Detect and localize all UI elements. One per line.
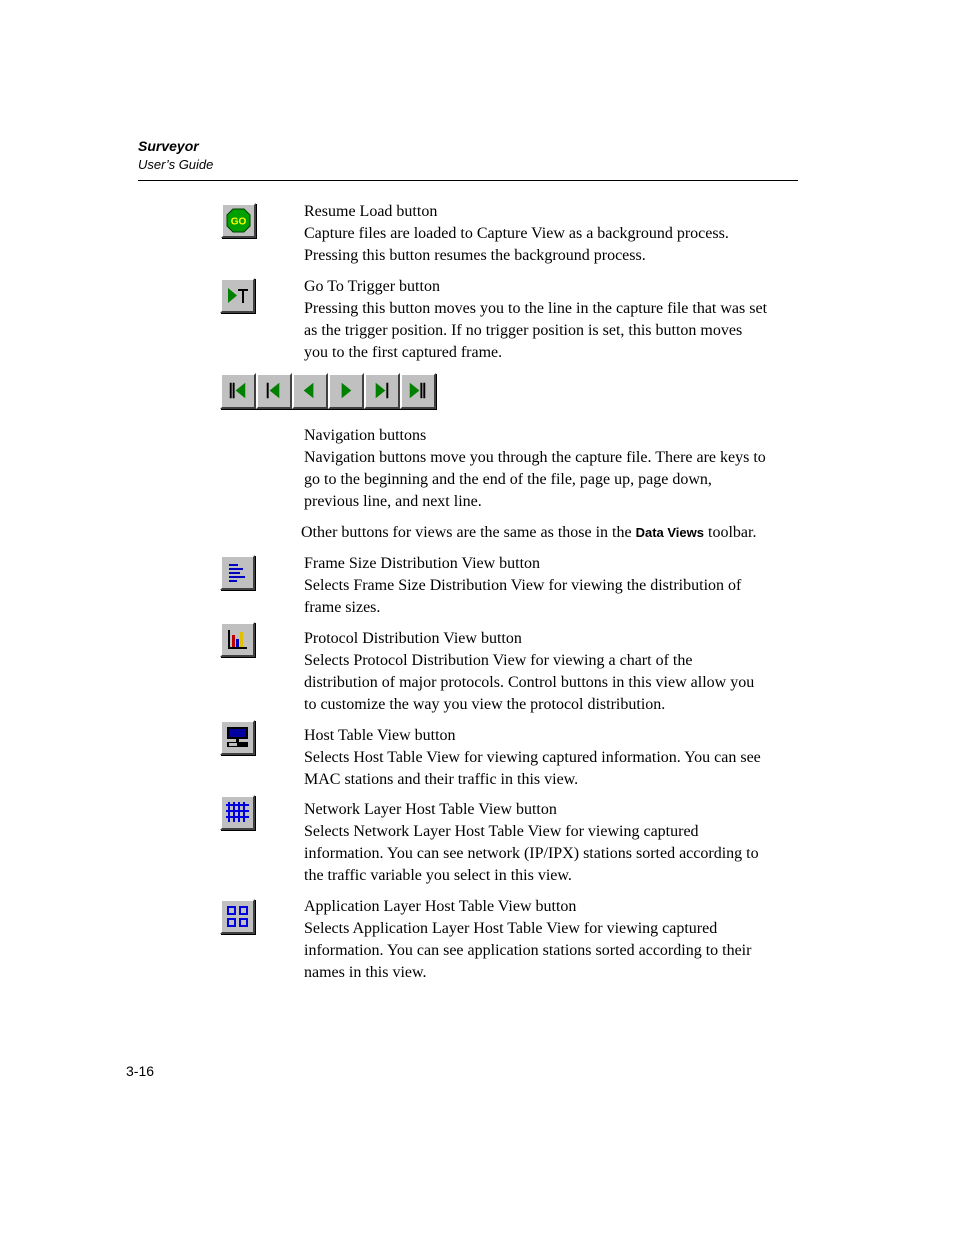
entry-title: Application Layer Host Table View button [304, 898, 577, 915]
note-text: Other buttons for views are the same as those in the [301, 524, 636, 541]
entry-navigation-buttons [304, 425, 798, 513]
previous-line-icon [294, 375, 325, 406]
header-rule [138, 180, 798, 181]
go-icon [223, 205, 254, 236]
entry-go-to-trigger [304, 276, 798, 364]
entry-title: Resume Load button [304, 203, 438, 220]
toolbar-name: Data Views [635, 525, 704, 540]
host-table-icon [222, 722, 253, 753]
go-to-beginning-icon [222, 375, 253, 406]
entry-line: Navigation buttons move you through the capture file. There are keys to [304, 449, 766, 466]
previous-line-button[interactable] [292, 373, 328, 409]
entry-network-layer-host-table [304, 799, 798, 887]
entry-line: the traffic variable you select in this view. [304, 867, 572, 884]
resume-load-button[interactable] [221, 203, 256, 238]
frame-size-distribution-icon [222, 557, 253, 588]
entry-line: to customize the way you view the protocol distribution. [304, 696, 666, 713]
network-layer-host-table-button[interactable] [220, 795, 255, 830]
entry-frame-size-distribution [304, 553, 798, 619]
application-layer-host-table-icon [222, 901, 253, 932]
network-layer-host-table-icon [222, 797, 253, 828]
entry-line: frame sizes. [304, 599, 381, 616]
go-to-beginning-button[interactable] [220, 373, 256, 409]
entry-line: Selects Protocol Distribution View for viewing a chart of the [304, 652, 693, 669]
protocol-distribution-button[interactable] [220, 622, 255, 657]
go-to-end-button[interactable] [400, 373, 436, 409]
entry-line: information. You can see application stations sorted according to their [304, 942, 752, 959]
navigation-buttons-strip [220, 373, 437, 410]
entry-line: go to the beginning and the end of the file, page up, page down, [304, 471, 712, 488]
entry-line: Selects Host Table View for viewing captured information. You can see [304, 749, 761, 766]
entry-protocol-distribution [304, 628, 798, 716]
entry-title: Frame Size Distribution View button [304, 555, 541, 572]
application-layer-host-table-button[interactable] [220, 899, 255, 934]
frame-size-distribution-button[interactable] [220, 555, 255, 590]
running-header-title: Surveyor [138, 138, 199, 154]
page-number: 3-16 [126, 1063, 155, 1079]
note-text: toolbar. [704, 524, 757, 541]
entry-line: names in this view. [304, 964, 427, 981]
page-up-button[interactable] [256, 373, 292, 409]
data-views-note [301, 522, 801, 544]
go-to-end-icon [402, 375, 433, 406]
entry-line: Selects Application Layer Host Table View for viewing captured [304, 920, 718, 937]
running-header-subtitle: User’s Guide [138, 157, 214, 172]
next-line-button[interactable] [328, 373, 364, 409]
host-table-button[interactable] [220, 720, 255, 755]
next-line-icon [330, 375, 361, 406]
entry-line: as the trigger position. If no trigger position is set, this button moves [304, 322, 743, 339]
entry-host-table [304, 725, 798, 791]
protocol-distribution-icon [222, 624, 253, 655]
entry-line: previous line, and next line. [304, 493, 482, 510]
entry-title: Protocol Distribution View button [304, 630, 522, 647]
entry-line: Selects Frame Size Distribution View for viewing the distribution of [304, 577, 742, 594]
entry-line: you to the first captured frame. [304, 344, 503, 361]
page-down-button[interactable] [364, 373, 400, 409]
entry-resume-load [304, 201, 798, 267]
go-to-trigger-button[interactable] [220, 278, 255, 313]
entry-line: distribution of major protocols. Control buttons in this view allow you [304, 674, 755, 691]
entry-title: Host Table View button [304, 727, 456, 744]
page-down-icon [366, 375, 397, 406]
entry-line: MAC stations and their traffic in this view. [304, 771, 579, 788]
entry-application-layer-host-table [304, 896, 798, 984]
entry-line: Pressing this button moves you to the line in the capture file that was set [304, 300, 768, 317]
page-up-icon [258, 375, 289, 406]
entry-line: information. You can see network (IP/IPX) stations sorted according to [304, 845, 759, 862]
entry-title: Navigation buttons [304, 427, 427, 444]
entry-line: Pressing this button resumes the background process. [304, 247, 646, 264]
entry-title: Network Layer Host Table View button [304, 801, 557, 818]
go-to-trigger-icon [222, 280, 253, 311]
svg-text:GO: GO [230, 216, 247, 228]
entry-line: Capture files are loaded to Capture View as a background process. [304, 225, 729, 242]
entry-title: Go To Trigger button [304, 278, 440, 295]
entry-line: Selects Network Layer Host Table View for viewing captured [304, 823, 699, 840]
